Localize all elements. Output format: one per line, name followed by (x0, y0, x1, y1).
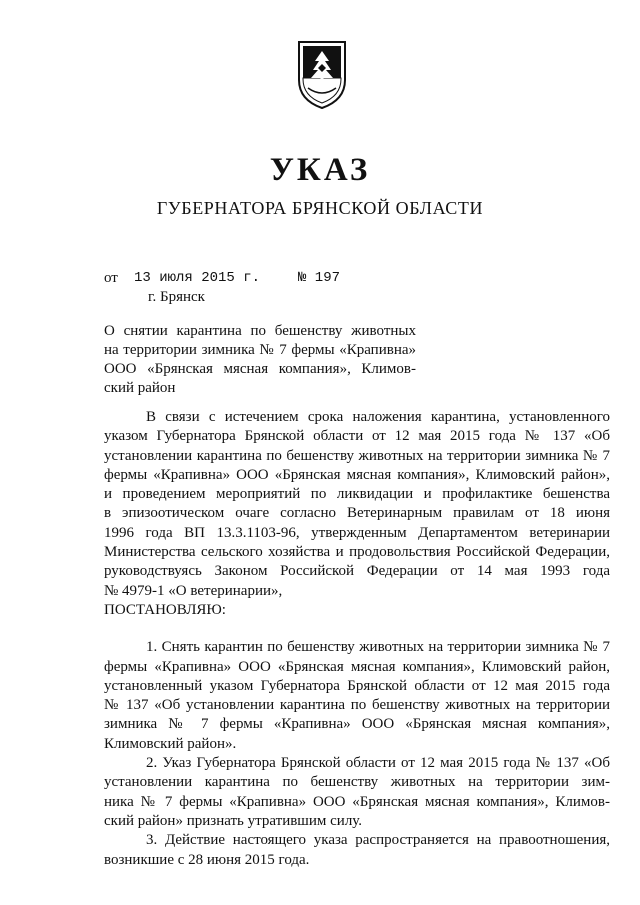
item-1-line: установленный указом Губернатора Брянской области от 12 мая 2015 года (104, 677, 610, 694)
item-1-line: 1. Снять карантин по бешенству животных на территории зимника № 7 (146, 639, 610, 656)
preamble-line: В связи с истечением срока наложения карантина, установленного (146, 409, 610, 425)
item-1-line: зимника № 7 фермы «Крапивна» ООО «Брянская мясная компания», (104, 716, 610, 733)
preamble-line: № 4979-1 «О ветеринарии», (104, 582, 283, 599)
date-prefix: от (104, 270, 118, 286)
subject-line: ООО «Брянская мясная компания», Климов- (104, 361, 416, 377)
item-2-line: 2. Указ Губернатора Брянской области от 12 мая 2015 года № 137 «Об (146, 755, 610, 772)
preamble-line: указом Губернатора Брянской области от 12 мая 2015 года № 137 «Об (104, 428, 610, 445)
item-2-line: установлении карантина по бешенству животных на территории зим- (104, 774, 610, 791)
preamble-line: фермы «Крапивна» ООО «Брянская мясная компания», Климовский район», (104, 466, 610, 483)
city: г. Брянск (148, 289, 205, 305)
decree-number: № 197 (298, 270, 341, 286)
paragraph-gap (104, 620, 610, 638)
preamble-line: установлении карантина по бешенству животных на территории зимника № 7 (104, 447, 610, 464)
resolve-heading: ПОСТАНОВЛЯЮ: (104, 601, 226, 618)
item-2-line: ский район» признать утратившим силу. (104, 812, 363, 829)
item-3-line: возникшие с 28 июня 2015 года. (104, 851, 310, 868)
decree-date: 13 июля 2015 г. (134, 270, 261, 286)
subject-line: О снятии карантина по бешенству животных (104, 323, 416, 339)
coat-of-arms-emblem-icon (296, 40, 348, 110)
decree-subject (104, 322, 416, 398)
document-title: УКАЗ (269, 152, 371, 188)
item-1-line: фермы «Крапивна» ООО «Брянская мясная компания», Климовский район, (104, 658, 610, 675)
preamble-line: Министерства сельского хозяйства и продовольствия Российской Федерации, (104, 544, 610, 561)
item-3-line: 3. Действие настоящего указа распространяется на правоотношения, (146, 832, 610, 849)
preamble-line: руководствуясь Законом Российской Федерации от 14 мая 1993 года (104, 563, 610, 580)
decree-body (104, 408, 610, 870)
preamble-line: и проведением мероприятий по ликвидации и профилактике бешенства (104, 486, 610, 503)
preamble-line: 1996 года ВП 13.3.1103-96, утвержденным Департаментом ветеринарии (104, 524, 610, 541)
item-1-line: № 137 «Об установлении карантина по бешенству животных на территории (104, 697, 610, 714)
preamble-line: в эпизоотическом очаге согласно Ветеринарным правилам от 18 июня (104, 505, 610, 522)
issuer-title: ГУБЕРНАТОРА БРЯНСКОЙ ОБЛАСТИ (156, 198, 484, 218)
item-1-line: Климовский район». (104, 735, 237, 752)
subject-line: ский район (104, 380, 176, 396)
subject-line: на территории зимника № 7 фермы «Крапивна» (104, 342, 416, 358)
item-2-line: ника № 7 фермы «Крапивна» ООО «Брянская мясная компания», Климов- (104, 793, 610, 810)
